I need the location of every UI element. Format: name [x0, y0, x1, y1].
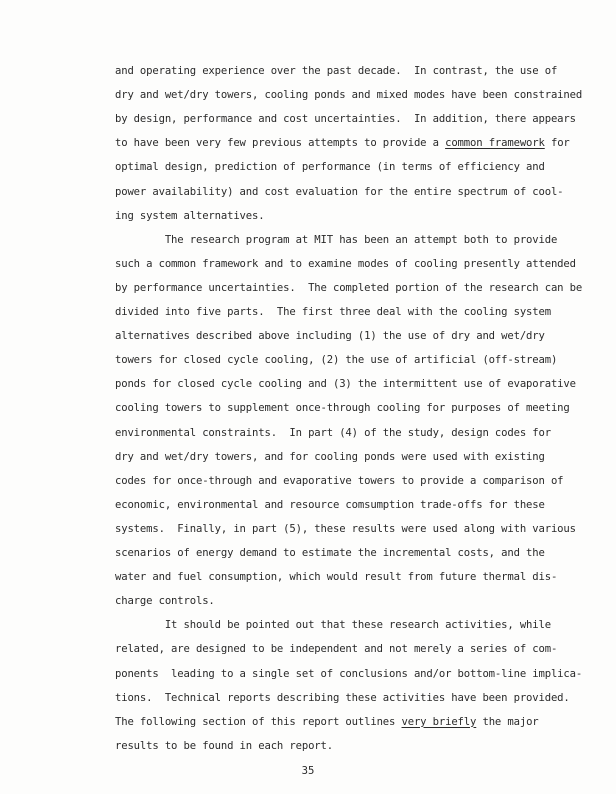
text-line: by performance uncertainties. The completed portion of the research can be — [115, 281, 583, 294]
text-line: such a common framework and to examine modes of cooling presently attended — [115, 257, 576, 270]
text-segment: to have been very few previous attempts to provide a — [115, 137, 446, 150]
text-line: power availability) and cost evaluation for the entire spectrum of cool- — [115, 185, 564, 198]
text-line: alternatives described above including (1) the use of dry and wet/dry — [115, 330, 545, 343]
text-line: codes for once-through and evaporative towers to provide a comparison of — [115, 474, 564, 487]
underlined-phrase: common framework — [445, 137, 545, 150]
text-line: water and fuel consumption, which would result from future thermal dis- — [115, 571, 558, 584]
text-line: ing system alternatives. — [115, 209, 265, 222]
text-line: It should be pointed out that these research activities, while — [115, 619, 551, 632]
text-line: dry and wet/dry towers, and for cooling ponds were used with existing — [115, 450, 545, 463]
text-line: charge controls. — [115, 595, 215, 608]
text-line: systems. Finally, in part (5), these results were used along with various — [115, 522, 576, 535]
text-segment: The following section of this report outlines — [115, 715, 402, 728]
text-line: related, are designed to be independent and not merely a series of com- — [115, 643, 558, 656]
text-line: dry and wet/dry towers, cooling ponds and mixed modes have been constrained — [115, 89, 583, 102]
text-line: ponents leading to a single set of conclusions and/or bottom-line implica- — [115, 667, 583, 680]
text-line: environmental constraints. In part (4) of the study, design codes for — [115, 426, 551, 439]
page-number: 35 — [301, 765, 315, 777]
text-segment: for — [544, 137, 570, 150]
text-line — [115, 136, 570, 150]
text-line: divided into five parts. The first three deal with the cooling system — [115, 306, 551, 318]
text-line: results to be found in each report. — [115, 739, 333, 752]
text-line: cooling towers to supplement once-through cooling for purposes of meeting — [115, 402, 570, 415]
text-segment: the major — [476, 715, 539, 728]
text-line — [115, 715, 539, 729]
text-line: towers for closed cycle cooling, (2) the use of artificial (off-stream) — [115, 354, 558, 367]
text-line: optimal design, prediction of performance (in terms of efficiency and — [115, 161, 545, 174]
text-line: tions. Technical reports describing these activities have been provided. — [115, 691, 570, 704]
underlined-phrase: very briefly — [401, 715, 477, 728]
text-line: and operating experience over the past decade. In contrast, the use of — [115, 65, 558, 77]
text-line: scenarios of energy demand to estimate the incremental costs, and the — [115, 547, 545, 559]
text-line: economic, environmental and resource comsumption trade-offs for these — [115, 498, 545, 511]
text-line: The research program at MIT has been an attempt both to provide — [115, 233, 558, 246]
text-line: ponds for closed cycle cooling and (3) the intermittent use of evaporative — [115, 378, 576, 391]
text-line: by design, performance and cost uncertainties. In addition, there appears — [115, 113, 576, 126]
